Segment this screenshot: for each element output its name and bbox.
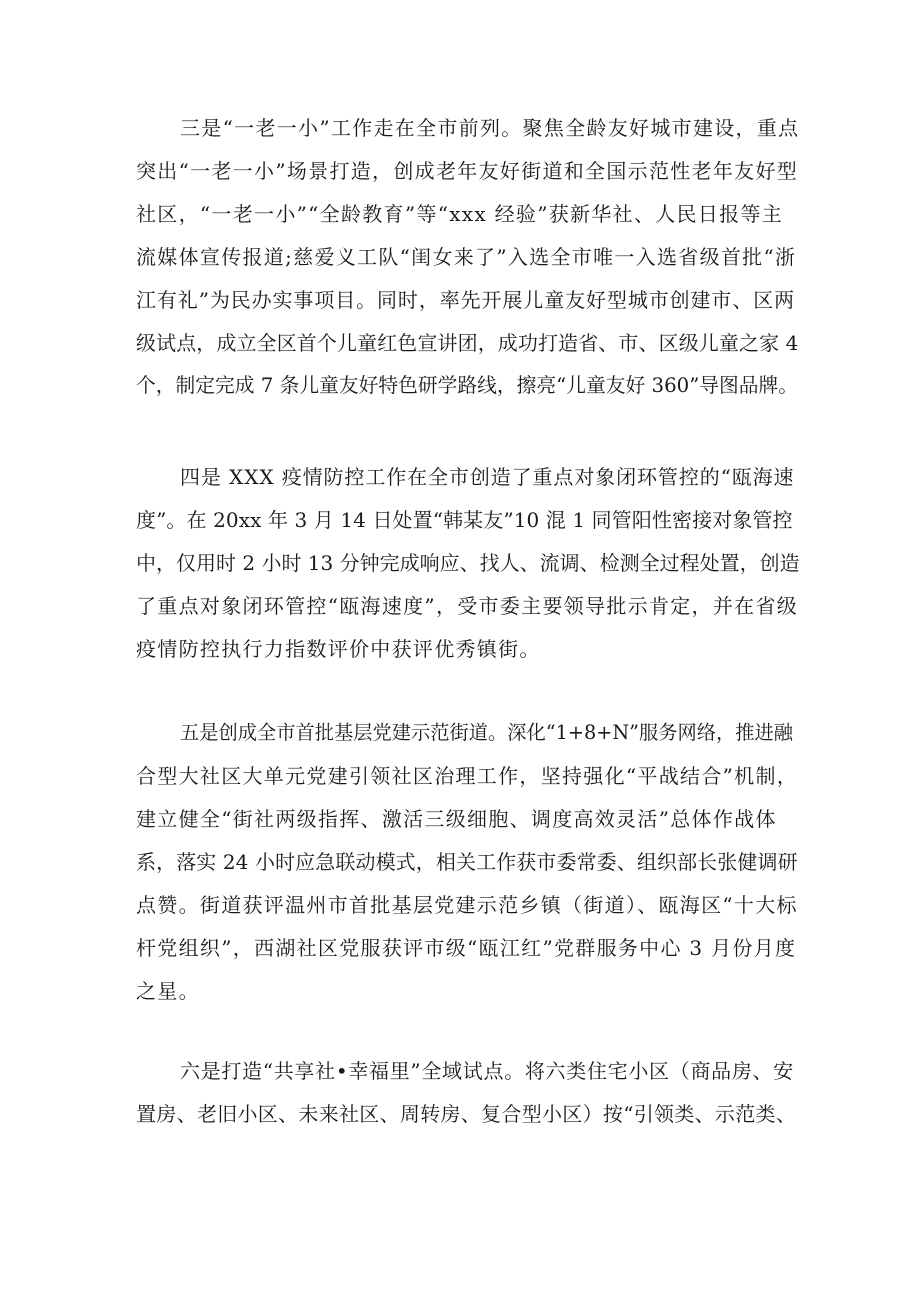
text-line: 合型大社区大单元党建引领社区治理工作，坚持强化“平战结合”机制，	[136, 764, 799, 788]
text-line: 三是“一老一小”工作走在全市前列。聚焦全龄友好城市建设，重点	[180, 116, 800, 140]
text-line: 级试点，成立全区首个儿童红色宣讲团，成功打造省、市、区级儿童之家 4	[136, 331, 799, 355]
text-line: 疫情防控执行力指数评价中获评优秀镇街。	[136, 637, 541, 661]
text-line: 了重点对象闭环管控“瓯海速度”，受市委主要领导批示肯定，并在省级	[136, 594, 799, 618]
text-line: 建立健全“街社两级指挥、激活三级细胞、调度高效灵活”总体作战体	[136, 807, 777, 831]
text-line: 个，制定完成 7 条儿童友好特色研学路线，擦亮“儿童友好 360”导图品牌。	[136, 374, 799, 397]
text-line: 六是打造“共享社•幸福里”全域试点。将六类住宅小区（商品房、安	[180, 1059, 794, 1083]
text-line: 社区，“一老一小”“全龄教育”等“xxx 经验”获新华社、人民日报等主	[136, 202, 784, 226]
text-line: 度”。在 20xx 年 3 月 14 日处置“韩某友”10 混 1 同管阳性密接对象管控	[136, 508, 793, 532]
text-line: 之星。	[136, 979, 200, 1003]
text-line: 五是创成全市首批基层党建示范街道。深化“1+8+N”服务网络，推进融	[180, 721, 794, 744]
text-line: 置房、老旧小区、未来社区、周转房、复合型小区）按“引领类、示范类、	[136, 1102, 797, 1126]
text-line: 突出“一老一小”场景打造，创成老年友好街道和全国示范性老年友好型	[136, 159, 799, 183]
text-line: 四是 XXX 疫情防控工作在全市创造了重点对象闭环管控的“瓯海速	[180, 465, 795, 489]
text-line: 系，落实 24 小时应急联动模式，相关工作获市委常委、组织部长张健调研	[136, 850, 798, 874]
text-line: 杆党组织”，西湖社区党服获评市级“瓯江红”党群服务中心 3 月份月度	[136, 936, 797, 960]
text-line: 流媒体宣传报道;慈爱义工队“闺女来了”入选全市唯一入选省级首批“浙	[136, 245, 797, 269]
text-line: 点赞。街道获评温州市首批基层党建示范乡镇（街道）、瓯海区“十大标	[136, 893, 798, 917]
text-line: 江有礼”为民办实事项目。同时，率先开展儿童友好型城市创建市、区两	[136, 288, 796, 312]
text-line: 中，仅用时 2 小时 13 分钟完成响应、找人、流调、检测全过程处置，创造	[136, 551, 800, 575]
